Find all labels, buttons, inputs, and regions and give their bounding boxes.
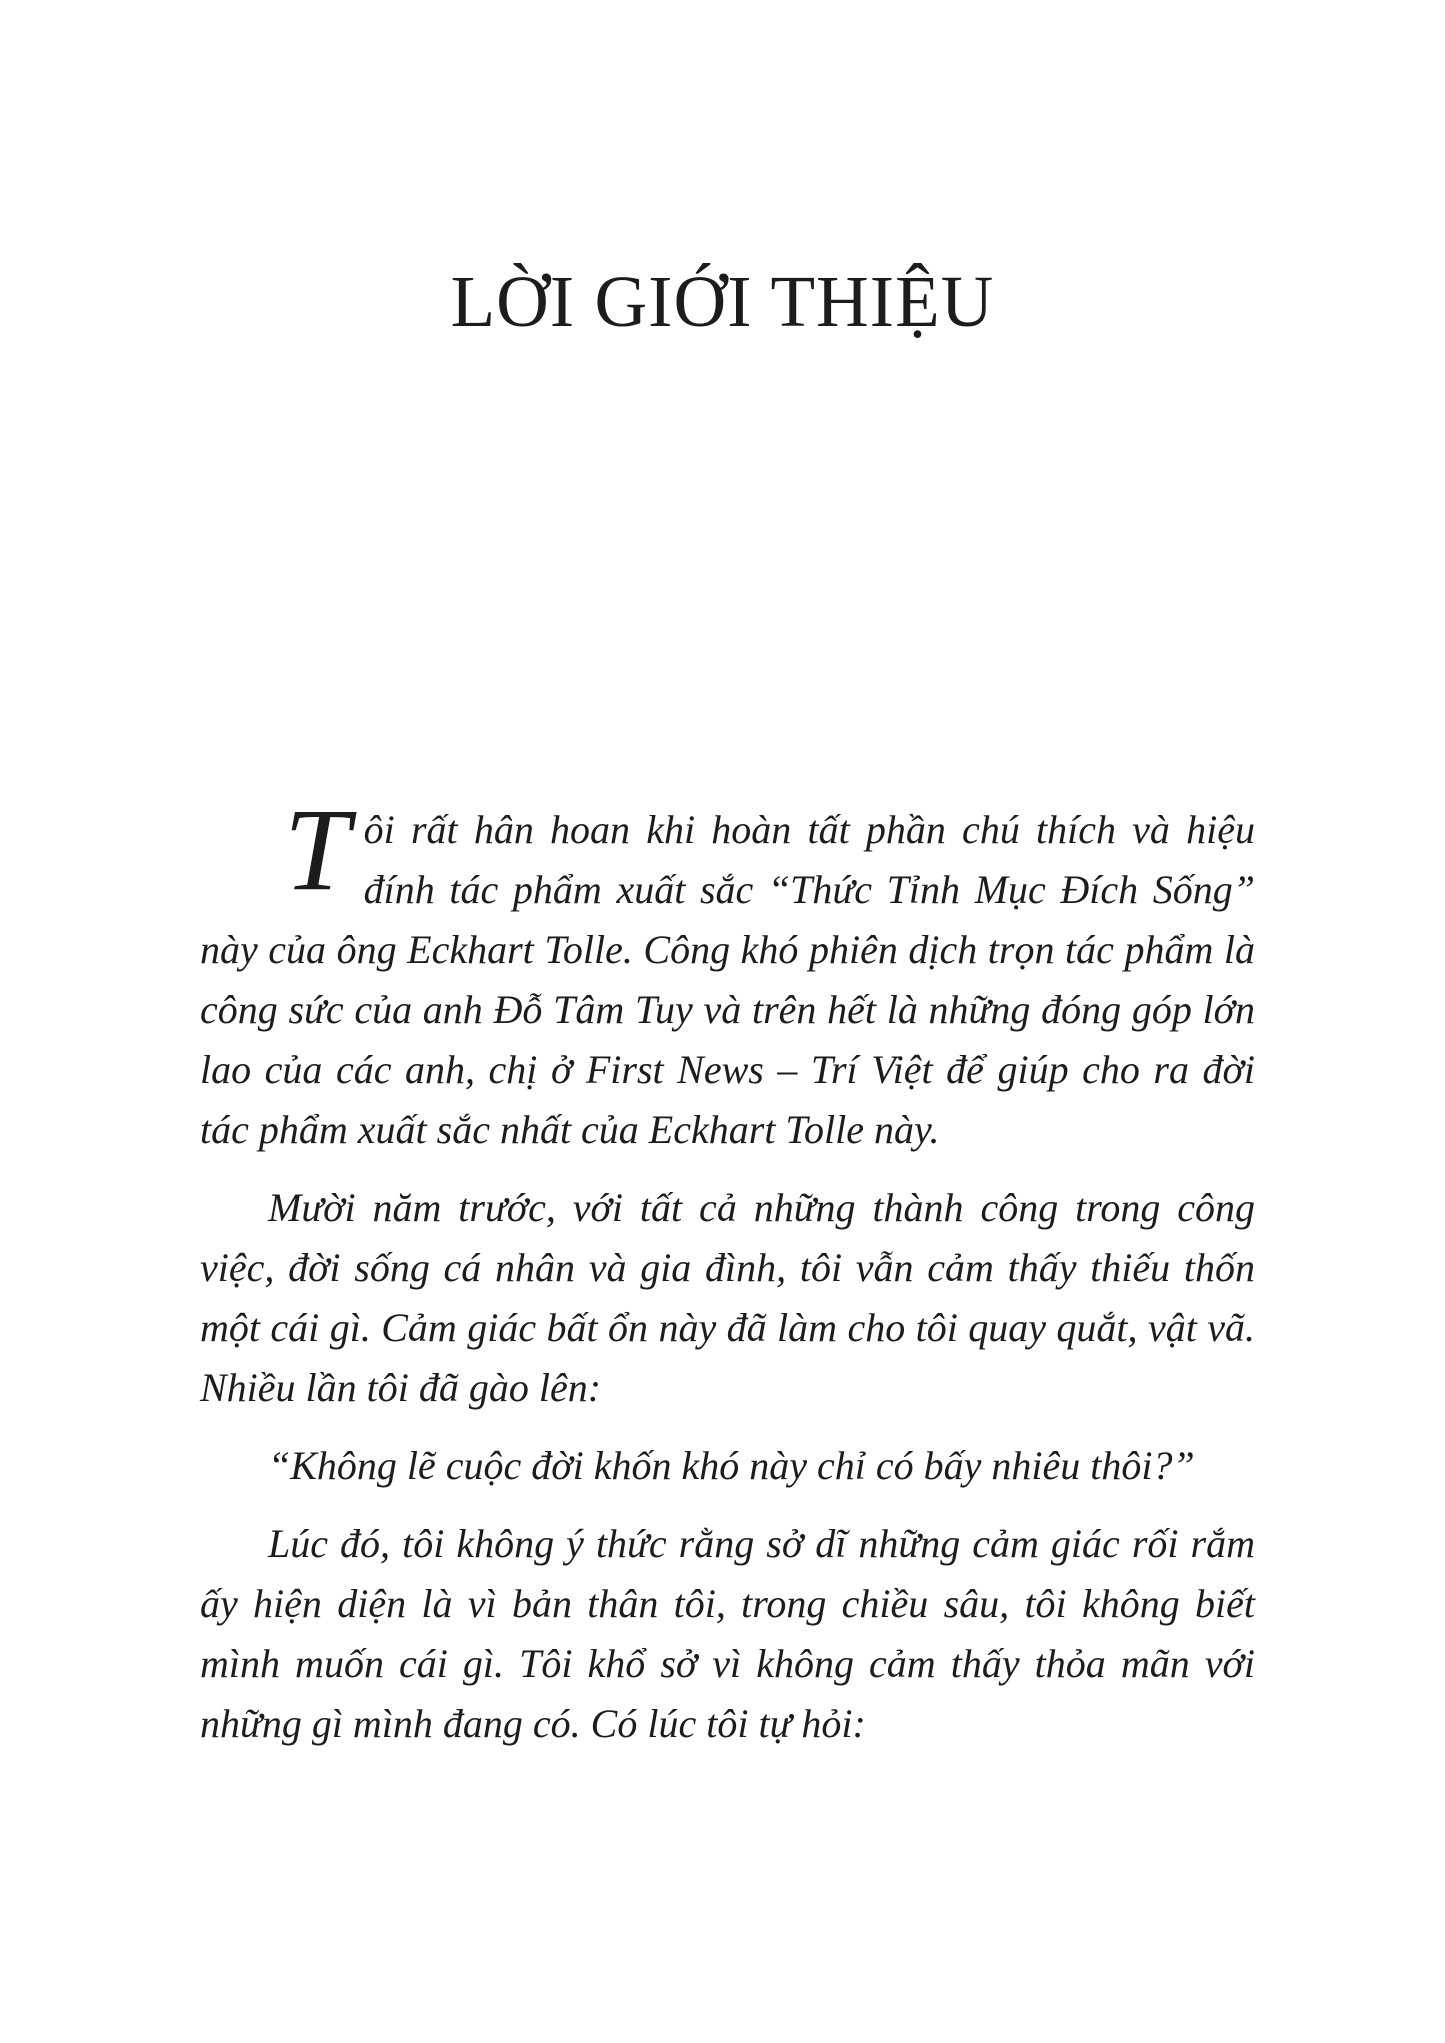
paragraph-4: Lúc đó, tôi không ý thức rằng sở dĩ những cảm giác rối rắm ấy hiện diện là vì bản thân tôi, trong chiều sâu, tôi không biết mình muốn cái gì. Tôi khổ sở vì không cảm thấy thỏa mãn với những gì mình đang có. Có lúc tôi tự hỏi:	[200, 1521, 1255, 1746]
paragraph-3-quote: “Không lẽ cuộc đời khốn khó này chỉ có bấy nhiêu thôi?”	[268, 1443, 1195, 1488]
chapter-body	[200, 784, 1255, 1772]
paragraph-2: Mười năm trước, với tất cả những thành công trong công việc, đời sống cá nhân và gia đình, tôi vẫn cảm thấy thiếu thốn một cái gì. Cảm giác bất ổn này đã làm cho tôi quay quắt, vật vã. Nhiều lần tôi đã gào lên:	[200, 1185, 1255, 1410]
paragraph-1	[200, 784, 1255, 1160]
chapter-title: LỜI GIỚI THIỆU	[450, 261, 995, 342]
drop-cap: T	[284, 784, 350, 915]
paragraph-1-text: ôi rất hân hoan khi hoàn tất phần chú thích và hiệu đính tác phẩm xuất sắc “Thức Tỉnh Mục Đích Sống” này của ông Eckhart Tolle. Công khó phiên dịch trọn tác phẩm là công sức của anh Đỗ Tâm Tuy và trên hết là những đóng góp lớn lao của các anh, chị ở First News – Trí Việt để giúp cho ra đời tác phẩm xuất sắc nhất của Eckhart Tolle này.	[200, 807, 1255, 1152]
